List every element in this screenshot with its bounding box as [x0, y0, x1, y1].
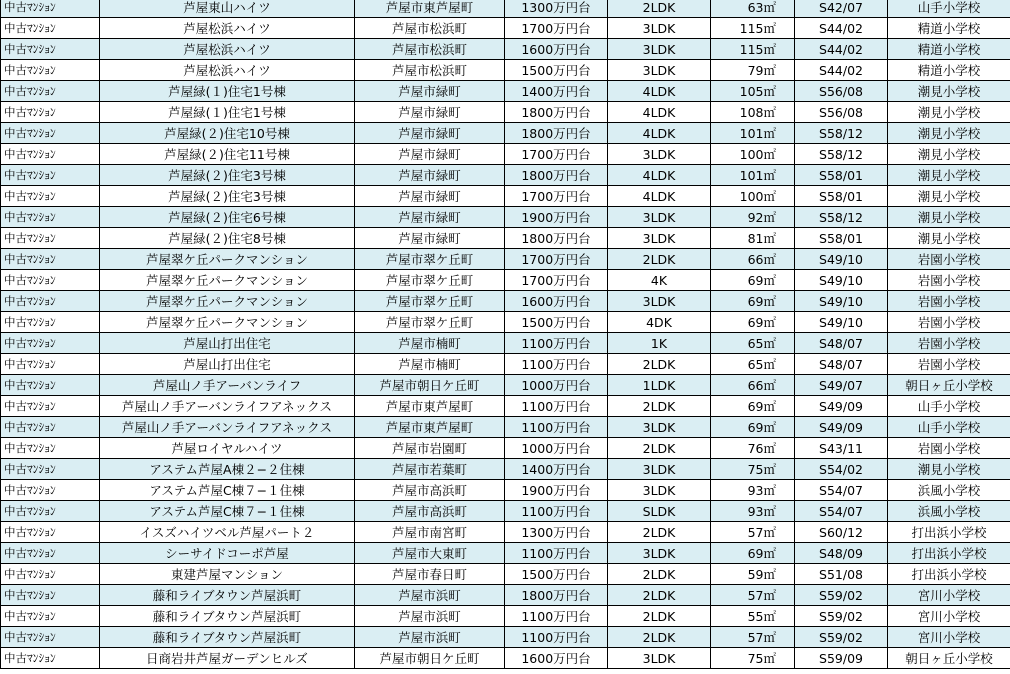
price-cell: 1000万円台: [505, 375, 608, 396]
address-cell: 芦屋市緑町: [355, 207, 505, 228]
built-date-cell: S51/08: [795, 564, 888, 585]
building-name-cell: 芦屋山ノ手アーバンライフ: [100, 375, 355, 396]
school-district-cell: 潮見小学校: [888, 186, 1010, 207]
floor-area-cell: 55㎡: [711, 606, 795, 627]
floor-area-cell: 100㎡: [711, 186, 795, 207]
built-date-cell: S44/02: [795, 39, 888, 60]
school-district-cell: 宮川小学校: [888, 606, 1010, 627]
built-date-cell: S54/07: [795, 501, 888, 522]
price-cell: 1600万円台: [505, 39, 608, 60]
table-row: [1, 186, 1010, 207]
building-name-cell: 藤和ライブタウン芦屋浜町: [100, 606, 355, 627]
property-type-cell: 中古ﾏﾝｼｮﾝ: [1, 501, 100, 522]
address-cell: 芦屋市緑町: [355, 228, 505, 249]
building-name-cell: 芦屋翠ケ丘パークマンション: [100, 312, 355, 333]
property-type-cell: 中古ﾏﾝｼｮﾝ: [1, 627, 100, 648]
address-cell: 芦屋市高浜町: [355, 501, 505, 522]
property-type-cell: 中古ﾏﾝｼｮﾝ: [1, 81, 100, 102]
floor-area-cell: 100㎡: [711, 144, 795, 165]
built-date-cell: S43/11: [795, 438, 888, 459]
address-cell: 芦屋市高浜町: [355, 480, 505, 501]
table-row: [1, 144, 1010, 165]
layout-cell: 3LDK: [608, 459, 711, 480]
school-district-cell: 朝日ヶ丘小学校: [888, 375, 1010, 396]
table-row: [1, 39, 1010, 60]
price-cell: 1100万円台: [505, 627, 608, 648]
school-district-cell: 潮見小学校: [888, 228, 1010, 249]
address-cell: 芦屋市東芦屋町: [355, 0, 505, 18]
price-cell: 1800万円台: [505, 585, 608, 606]
table-row: [1, 165, 1010, 186]
layout-cell: 3LDK: [608, 228, 711, 249]
school-district-cell: 浜風小学校: [888, 501, 1010, 522]
table-row: [1, 606, 1010, 627]
school-district-cell: 山手小学校: [888, 396, 1010, 417]
layout-cell: 2LDK: [608, 354, 711, 375]
property-type-cell: 中古ﾏﾝｼｮﾝ: [1, 249, 100, 270]
property-type-cell: 中古ﾏﾝｼｮﾝ: [1, 480, 100, 501]
school-district-cell: 岩園小学校: [888, 270, 1010, 291]
address-cell: 芦屋市緑町: [355, 144, 505, 165]
address-cell: 芦屋市朝日ケ丘町: [355, 648, 505, 669]
floor-area-cell: 65㎡: [711, 354, 795, 375]
price-cell: 1900万円台: [505, 480, 608, 501]
building-name-cell: 芦屋山ノ手アーバンライフアネックス: [100, 396, 355, 417]
address-cell: 芦屋市東芦屋町: [355, 417, 505, 438]
table-row: [1, 18, 1010, 39]
price-cell: 1900万円台: [505, 207, 608, 228]
table-row: [1, 207, 1010, 228]
floor-area-cell: 79㎡: [711, 60, 795, 81]
building-name-cell: 芦屋緑(１)住宅1号棟: [100, 102, 355, 123]
school-district-cell: 精道小学校: [888, 60, 1010, 81]
layout-cell: 4LDK: [608, 123, 711, 144]
building-name-cell: シーサイドコーポ芦屋: [100, 543, 355, 564]
address-cell: 芦屋市翠ケ丘町: [355, 312, 505, 333]
layout-cell: 2LDK: [608, 606, 711, 627]
built-date-cell: S49/10: [795, 312, 888, 333]
floor-area-cell: 101㎡: [711, 165, 795, 186]
price-cell: 1100万円台: [505, 396, 608, 417]
floor-area-cell: 69㎡: [711, 417, 795, 438]
property-type-cell: 中古ﾏﾝｼｮﾝ: [1, 165, 100, 186]
address-cell: 芦屋市大東町: [355, 543, 505, 564]
built-date-cell: S58/01: [795, 228, 888, 249]
address-cell: 芦屋市浜町: [355, 606, 505, 627]
property-type-cell: 中古ﾏﾝｼｮﾝ: [1, 396, 100, 417]
price-cell: 1700万円台: [505, 249, 608, 270]
floor-area-cell: 63㎡: [711, 0, 795, 18]
table-row: [1, 270, 1010, 291]
layout-cell: 2LDK: [608, 585, 711, 606]
school-district-cell: 潮見小学校: [888, 207, 1010, 228]
layout-cell: 4LDK: [608, 186, 711, 207]
school-district-cell: 岩園小学校: [888, 291, 1010, 312]
table-row: [1, 354, 1010, 375]
property-type-cell: 中古ﾏﾝｼｮﾝ: [1, 186, 100, 207]
floor-area-cell: 115㎡: [711, 39, 795, 60]
price-cell: 1800万円台: [505, 165, 608, 186]
table-row: [1, 249, 1010, 270]
table-row: [1, 291, 1010, 312]
address-cell: 芦屋市若葉町: [355, 459, 505, 480]
floor-area-cell: 115㎡: [711, 18, 795, 39]
built-date-cell: S49/10: [795, 270, 888, 291]
building-name-cell: 芦屋山ノ手アーバンライフアネックス: [100, 417, 355, 438]
building-name-cell: 芦屋翠ケ丘パークマンション: [100, 291, 355, 312]
school-district-cell: 潮見小学校: [888, 123, 1010, 144]
table-row: [1, 543, 1010, 564]
building-name-cell: イスズハイツベル芦屋パート２: [100, 522, 355, 543]
floor-area-cell: 57㎡: [711, 585, 795, 606]
built-date-cell: S44/02: [795, 60, 888, 81]
floor-area-cell: 69㎡: [711, 291, 795, 312]
built-date-cell: S44/02: [795, 18, 888, 39]
price-cell: 1100万円台: [505, 543, 608, 564]
layout-cell: 2LDK: [608, 627, 711, 648]
floor-area-cell: 81㎡: [711, 228, 795, 249]
built-date-cell: S58/01: [795, 165, 888, 186]
price-cell: 1700万円台: [505, 144, 608, 165]
school-district-cell: 朝日ヶ丘小学校: [888, 648, 1010, 669]
price-cell: 1100万円台: [505, 606, 608, 627]
built-date-cell: S54/07: [795, 480, 888, 501]
property-type-cell: 中古ﾏﾝｼｮﾝ: [1, 228, 100, 249]
price-cell: 1300万円台: [505, 0, 608, 18]
address-cell: 芦屋市松浜町: [355, 39, 505, 60]
layout-cell: 2LDK: [608, 564, 711, 585]
price-cell: 1100万円台: [505, 501, 608, 522]
school-district-cell: 岩園小学校: [888, 249, 1010, 270]
school-district-cell: 山手小学校: [888, 0, 1010, 18]
price-cell: 1600万円台: [505, 648, 608, 669]
address-cell: 芦屋市緑町: [355, 81, 505, 102]
built-date-cell: S58/12: [795, 144, 888, 165]
property-type-cell: 中古ﾏﾝｼｮﾝ: [1, 102, 100, 123]
floor-area-cell: 57㎡: [711, 522, 795, 543]
built-date-cell: S49/10: [795, 291, 888, 312]
table-row: [1, 333, 1010, 354]
address-cell: 芦屋市松浜町: [355, 60, 505, 81]
address-cell: 芦屋市緑町: [355, 186, 505, 207]
school-district-cell: 打出浜小学校: [888, 564, 1010, 585]
price-cell: 1300万円台: [505, 522, 608, 543]
floor-area-cell: 69㎡: [711, 543, 795, 564]
property-type-cell: 中古ﾏﾝｼｮﾝ: [1, 312, 100, 333]
table-row: [1, 648, 1010, 669]
school-district-cell: 宮川小学校: [888, 585, 1010, 606]
price-cell: 1700万円台: [505, 270, 608, 291]
address-cell: 芦屋市浜町: [355, 627, 505, 648]
school-district-cell: 潮見小学校: [888, 81, 1010, 102]
property-type-cell: 中古ﾏﾝｼｮﾝ: [1, 207, 100, 228]
price-cell: 1800万円台: [505, 102, 608, 123]
address-cell: 芦屋市緑町: [355, 123, 505, 144]
table-row: [1, 585, 1010, 606]
address-cell: 芦屋市浜町: [355, 585, 505, 606]
property-type-cell: 中古ﾏﾝｼｮﾝ: [1, 375, 100, 396]
layout-cell: 3LDK: [608, 648, 711, 669]
layout-cell: 3LDK: [608, 480, 711, 501]
building-name-cell: 芦屋緑(２)住宅11号棟: [100, 144, 355, 165]
built-date-cell: S58/12: [795, 207, 888, 228]
floor-area-cell: 66㎡: [711, 249, 795, 270]
table-row: [1, 564, 1010, 585]
layout-cell: 1LDK: [608, 375, 711, 396]
floor-area-cell: 105㎡: [711, 81, 795, 102]
building-name-cell: 藤和ライブタウン芦屋浜町: [100, 585, 355, 606]
property-type-cell: 中古ﾏﾝｼｮﾝ: [1, 291, 100, 312]
price-cell: 1100万円台: [505, 417, 608, 438]
layout-cell: 4LDK: [608, 81, 711, 102]
building-name-cell: 芦屋緑(２)住宅3号棟: [100, 186, 355, 207]
property-type-cell: 中古ﾏﾝｼｮﾝ: [1, 270, 100, 291]
building-name-cell: 芦屋東山ハイツ: [100, 0, 355, 18]
table-row: [1, 60, 1010, 81]
built-date-cell: S48/07: [795, 354, 888, 375]
table-row: [1, 81, 1010, 102]
property-type-cell: 中古ﾏﾝｼｮﾝ: [1, 333, 100, 354]
building-name-cell: 芦屋緑(２)住宅3号棟: [100, 165, 355, 186]
price-cell: 1500万円台: [505, 312, 608, 333]
address-cell: 芦屋市東芦屋町: [355, 396, 505, 417]
table-row: [1, 501, 1010, 522]
property-type-cell: 中古ﾏﾝｼｮﾝ: [1, 522, 100, 543]
address-cell: 芦屋市朝日ケ丘町: [355, 375, 505, 396]
layout-cell: 2LDK: [608, 396, 711, 417]
address-cell: 芦屋市翠ケ丘町: [355, 249, 505, 270]
built-date-cell: S48/07: [795, 333, 888, 354]
address-cell: 芦屋市緑町: [355, 165, 505, 186]
floor-area-cell: 93㎡: [711, 480, 795, 501]
school-district-cell: 岩園小学校: [888, 333, 1010, 354]
price-cell: 1100万円台: [505, 333, 608, 354]
building-name-cell: 芦屋緑(２)住宅10号棟: [100, 123, 355, 144]
school-district-cell: 潮見小学校: [888, 459, 1010, 480]
school-district-cell: 岩園小学校: [888, 438, 1010, 459]
built-date-cell: S48/09: [795, 543, 888, 564]
price-cell: 1800万円台: [505, 123, 608, 144]
layout-cell: SLDK: [608, 501, 711, 522]
building-name-cell: 芦屋ロイヤルハイツ: [100, 438, 355, 459]
property-type-cell: 中古ﾏﾝｼｮﾝ: [1, 354, 100, 375]
built-date-cell: S56/08: [795, 102, 888, 123]
floor-area-cell: 57㎡: [711, 627, 795, 648]
property-type-cell: 中古ﾏﾝｼｮﾝ: [1, 459, 100, 480]
layout-cell: 3LDK: [608, 291, 711, 312]
built-date-cell: S59/02: [795, 585, 888, 606]
property-type-cell: 中古ﾏﾝｼｮﾝ: [1, 0, 100, 18]
built-date-cell: S58/12: [795, 123, 888, 144]
floor-area-cell: 75㎡: [711, 459, 795, 480]
floor-area-cell: 66㎡: [711, 375, 795, 396]
floor-area-cell: 65㎡: [711, 333, 795, 354]
built-date-cell: S49/10: [795, 249, 888, 270]
table-row: [1, 123, 1010, 144]
built-date-cell: S59/09: [795, 648, 888, 669]
school-district-cell: 打出浜小学校: [888, 522, 1010, 543]
layout-cell: 3LDK: [608, 18, 711, 39]
price-cell: 1700万円台: [505, 18, 608, 39]
built-date-cell: S56/08: [795, 81, 888, 102]
price-cell: 1500万円台: [505, 60, 608, 81]
floor-area-cell: 69㎡: [711, 396, 795, 417]
address-cell: 芦屋市楠町: [355, 354, 505, 375]
layout-cell: 3LDK: [608, 543, 711, 564]
built-date-cell: S49/09: [795, 417, 888, 438]
layout-cell: 2LDK: [608, 0, 711, 18]
building-name-cell: 芦屋松浜ハイツ: [100, 18, 355, 39]
building-name-cell: アステム芦屋C棟７−１住棟: [100, 480, 355, 501]
property-type-cell: 中古ﾏﾝｼｮﾝ: [1, 144, 100, 165]
price-cell: 1100万円台: [505, 354, 608, 375]
building-name-cell: 芦屋山打出住宅: [100, 354, 355, 375]
address-cell: 芦屋市緑町: [355, 102, 505, 123]
property-type-cell: 中古ﾏﾝｼｮﾝ: [1, 123, 100, 144]
layout-cell: 3LDK: [608, 60, 711, 81]
building-name-cell: 芦屋山打出住宅: [100, 333, 355, 354]
floor-area-cell: 76㎡: [711, 438, 795, 459]
address-cell: 芦屋市松浜町: [355, 18, 505, 39]
table-row: [1, 102, 1010, 123]
table-row: [1, 312, 1010, 333]
building-name-cell: 芦屋翠ケ丘パークマンション: [100, 249, 355, 270]
layout-cell: 2LDK: [608, 438, 711, 459]
built-date-cell: S49/09: [795, 396, 888, 417]
building-name-cell: 藤和ライブタウン芦屋浜町: [100, 627, 355, 648]
property-type-cell: 中古ﾏﾝｼｮﾝ: [1, 18, 100, 39]
floor-area-cell: 101㎡: [711, 123, 795, 144]
built-date-cell: S60/12: [795, 522, 888, 543]
school-district-cell: 打出浜小学校: [888, 543, 1010, 564]
school-district-cell: 山手小学校: [888, 417, 1010, 438]
property-type-cell: 中古ﾏﾝｼｮﾝ: [1, 648, 100, 669]
building-name-cell: 芦屋緑(１)住宅1号棟: [100, 81, 355, 102]
floor-area-cell: 75㎡: [711, 648, 795, 669]
price-cell: 1000万円台: [505, 438, 608, 459]
price-cell: 1500万円台: [505, 564, 608, 585]
layout-cell: 2LDK: [608, 522, 711, 543]
property-type-cell: 中古ﾏﾝｼｮﾝ: [1, 39, 100, 60]
built-date-cell: S58/01: [795, 186, 888, 207]
floor-area-cell: 59㎡: [711, 564, 795, 585]
built-date-cell: S42/07: [795, 0, 888, 18]
table-row: [1, 459, 1010, 480]
school-district-cell: 潮見小学校: [888, 165, 1010, 186]
property-type-cell: 中古ﾏﾝｼｮﾝ: [1, 564, 100, 585]
school-district-cell: 精道小学校: [888, 18, 1010, 39]
price-cell: 1600万円台: [505, 291, 608, 312]
table-row: [1, 0, 1010, 18]
layout-cell: 3LDK: [608, 417, 711, 438]
layout-cell: 4LDK: [608, 165, 711, 186]
built-date-cell: S49/07: [795, 375, 888, 396]
table-row: [1, 396, 1010, 417]
address-cell: 芦屋市楠町: [355, 333, 505, 354]
property-type-cell: 中古ﾏﾝｼｮﾝ: [1, 543, 100, 564]
layout-cell: 3LDK: [608, 207, 711, 228]
property-type-cell: 中古ﾏﾝｼｮﾝ: [1, 585, 100, 606]
building-name-cell: 東建芦屋マンション: [100, 564, 355, 585]
building-name-cell: 日商岩井芦屋ガーデンヒルズ: [100, 648, 355, 669]
building-name-cell: アステム芦屋C棟７−１住棟: [100, 501, 355, 522]
table-row: [1, 375, 1010, 396]
school-district-cell: 岩園小学校: [888, 312, 1010, 333]
layout-cell: 2LDK: [608, 249, 711, 270]
address-cell: 芦屋市春日町: [355, 564, 505, 585]
address-cell: 芦屋市翠ケ丘町: [355, 270, 505, 291]
floor-area-cell: 69㎡: [711, 312, 795, 333]
layout-cell: 3LDK: [608, 144, 711, 165]
floor-area-cell: 108㎡: [711, 102, 795, 123]
building-name-cell: 芦屋翠ケ丘パークマンション: [100, 270, 355, 291]
table-row: [1, 627, 1010, 648]
property-type-cell: 中古ﾏﾝｼｮﾝ: [1, 438, 100, 459]
building-name-cell: 芦屋松浜ハイツ: [100, 39, 355, 60]
table-row: [1, 228, 1010, 249]
school-district-cell: 潮見小学校: [888, 102, 1010, 123]
property-type-cell: 中古ﾏﾝｼｮﾝ: [1, 417, 100, 438]
built-date-cell: S54/02: [795, 459, 888, 480]
built-date-cell: S59/02: [795, 627, 888, 648]
school-district-cell: 浜風小学校: [888, 480, 1010, 501]
property-type-cell: 中古ﾏﾝｼｮﾝ: [1, 60, 100, 81]
building-name-cell: 芦屋緑(２)住宅8号棟: [100, 228, 355, 249]
layout-cell: 4K: [608, 270, 711, 291]
address-cell: 芦屋市岩園町: [355, 438, 505, 459]
school-district-cell: 潮見小学校: [888, 144, 1010, 165]
floor-area-cell: 69㎡: [711, 270, 795, 291]
built-date-cell: S59/02: [795, 606, 888, 627]
price-cell: 1400万円台: [505, 459, 608, 480]
layout-cell: 3LDK: [608, 39, 711, 60]
school-district-cell: 宮川小学校: [888, 627, 1010, 648]
building-name-cell: 芦屋緑(２)住宅6号棟: [100, 207, 355, 228]
floor-area-cell: 92㎡: [711, 207, 795, 228]
price-cell: 1400万円台: [505, 81, 608, 102]
price-cell: 1700万円台: [505, 186, 608, 207]
table-row: [1, 438, 1010, 459]
layout-cell: 4LDK: [608, 102, 711, 123]
table-row: [1, 522, 1010, 543]
table-row: [1, 417, 1010, 438]
address-cell: 芦屋市南宮町: [355, 522, 505, 543]
building-name-cell: 芦屋松浜ハイツ: [100, 60, 355, 81]
layout-cell: 4DK: [608, 312, 711, 333]
building-name-cell: アステム芦屋A棟２−２住棟: [100, 459, 355, 480]
table-body: [1, 0, 1010, 669]
layout-cell: 1K: [608, 333, 711, 354]
school-district-cell: 岩園小学校: [888, 354, 1010, 375]
floor-area-cell: 93㎡: [711, 501, 795, 522]
school-district-cell: 精道小学校: [888, 39, 1010, 60]
price-cell: 1800万円台: [505, 228, 608, 249]
address-cell: 芦屋市翠ケ丘町: [355, 291, 505, 312]
property-type-cell: 中古ﾏﾝｼｮﾝ: [1, 606, 100, 627]
table-row: [1, 480, 1010, 501]
